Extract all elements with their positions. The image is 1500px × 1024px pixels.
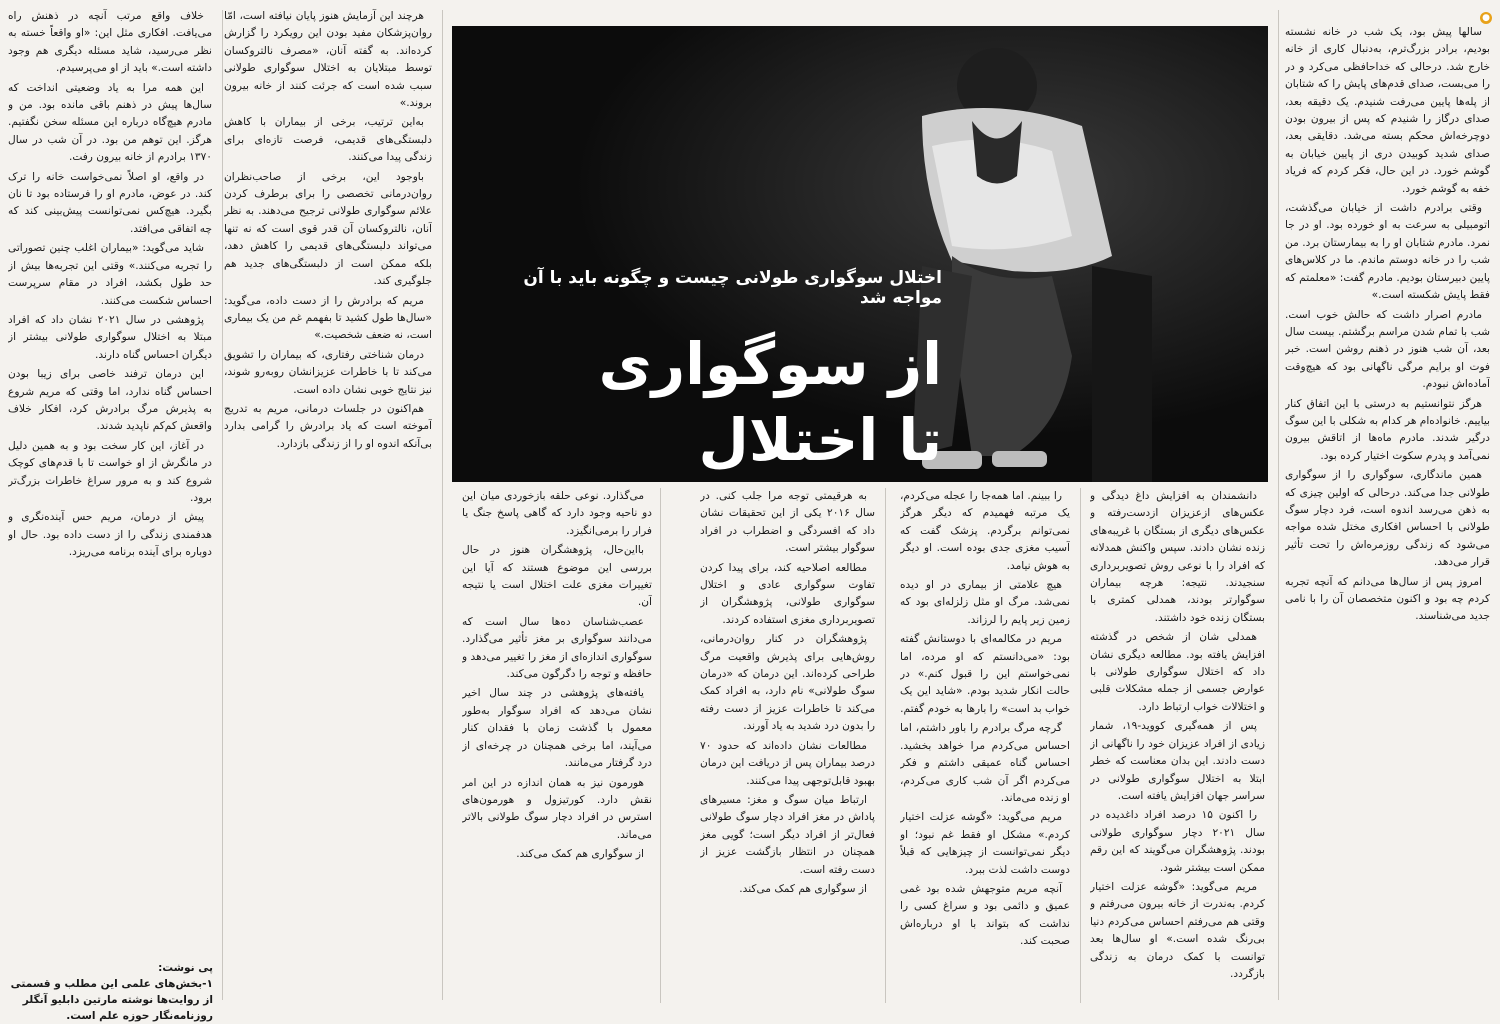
paragraph: امروز پس از سال‌ها می‌دانم که آنچه تجربه کردم چه بود و اکنون متخصصان آن را با نامی جدید می‌شناسند. <box>1285 575 1490 623</box>
paragraph: می‌گذارد. نوعی حلقه بازخوردی میان این دو ناحیه وجود دارد که گاهی پاسخ جنگ یا فرار را برمی‌انگیزد. <box>462 490 652 537</box>
paragraph: را ببینم. اما همه‌جا را عجله می‌کردم، یک مرتبه فهمیدم که دیگر هرگز نمی‌توانم برگردم. پزشک گفت که آسیب مغزی جدی بوده است. او دیگر به هوش نیامد. <box>900 490 1070 572</box>
footnote-title: پی نوشت: <box>158 962 213 974</box>
hero-image <box>452 26 1268 482</box>
paragraph: مادرم اصرار داشت که حالش خوب است. شب با تمام شدن مراسم برگشتم. بیست سال بعد، آن شب هنوز در ذهنم روشن است. خبر فوت او برایم مرگی ناگهانی بود که هیچ‌وقت آماده‌اش نبودم. <box>1285 308 1490 391</box>
paragraph: از سوگواری هم کمک می‌کند. <box>516 848 644 861</box>
paragraph: خلاف واقع مرتب آنچه در ذهنش راه می‌یافت. افکاری مثل این: «او واقعاً خسته به نظر می‌رسید، شاید مسئله دیگری هم وجود داشته است.» باید از او می‌پرسیدم. <box>8 10 212 75</box>
column-divider <box>222 10 223 1000</box>
paragraph: پژوهشگران در کنار روان‌درمانی، روش‌هایی برای پذیرش واقعیت مرگ طراحی کرده‌اند. این درمان که «درمان سوگ طولانی» نام دارد، به افراد کمک می‌کند تا خاطرات عزیز از دست رفته را بدون درد شدید به یاد آورند. <box>700 633 875 733</box>
paragraph: هرگز نتوانستیم به درستی با این اتفاق کنار بیاییم. خانواده‌ام هر کدام به شکلی با این سوگ درگیر شدند. مادرم ماه‌ها از اتاقش بیرون نمی‌آمد و پدرم سکوت اختیار کرده بود. <box>1285 397 1490 462</box>
paragraph: با‌این‌حال، پژوهشگران هنوز در حال بررسی این موضوع هستند که آیا این تغییرات مغزی علت اختلال است یا نتیجه آن. <box>462 544 652 609</box>
paragraph: آنچه مریم متوجهش شده بود غمی عمیق و دائمی بود و سراغ کسی را نداشت که بتواند با او درباره‌اش صحبت کند. <box>900 882 1070 948</box>
column-2 <box>1090 488 1265 1008</box>
column-divider <box>885 488 886 1003</box>
paragraph: مطالعات نشان داده‌اند که حدود ۷۰ درصد بیماران پس از دریافت این درمان بهبود قابل‌توجهی پیدا می‌کنند. <box>700 739 875 787</box>
paragraph: مریم می‌گوید: «گوشه عزلت اختیار کردم.» مشکل او فقط غم نبود؛ او دیگر نمی‌توانست از چیزهایی که قبلاً دوست داشت لذت ببرد. <box>900 811 1070 876</box>
column-4 <box>700 488 875 1008</box>
headline-line-2: تا اختلال <box>698 406 942 474</box>
paragraph: پس از همه‌گیری کووید-۱۹، شمار زیادی از افراد عزیزان خود را ناگهانی از دست دادند. این بدان معناست که خطر ابتلا به اختلال سوگواری طولانی در سراسر جهان افزایش یافته است. <box>1090 720 1265 802</box>
headline-kicker: اختلال سوگواری طولانی چیست و چگونه باید با آن مواجه شد <box>523 268 942 308</box>
headline <box>472 326 942 482</box>
column-5 <box>462 488 652 1008</box>
paragraph: از سوگواری هم کمک می‌کند. <box>739 882 867 895</box>
paragraph: هرچند این آزمایش هنوز پایان نیافته است، امّا روان‌پزشکان مفید بودن این رویکرد را گزارش کرده‌اند. به گفته آنان، «مصرف نالتروکسان توسط مبتلایان به اختلال سوگواری طولانی سبب شده است که جرئت کنند از خانه بیرون بروند.» <box>224 10 432 110</box>
paragraph: در واقع، او اصلاً نمی‌خواست خانه را ترک کند. در عوض، مادرم او را فرستاده بود تا نان بگیرد. هیچ‌کس نمی‌توانست پیش‌بینی کند که چه اتفاقی می‌افتد. <box>8 170 212 235</box>
headline-line-1: از سوگواری <box>598 330 942 398</box>
paragraph: پیش از درمان، مریم حس آینده‌نگری و هدفمندی زندگی را از دست داده بود. حال او دوباره برای آینده برنامه می‌ریزد. <box>8 511 212 559</box>
column-divider <box>442 10 443 1000</box>
column-3 <box>900 488 1070 1008</box>
paragraph: وقتی برادرم داشت از خیابان می‌گذشت، اتومبیلی به سرعت به او خورده بود. او در جا نمرد. مادرم شتابان او را به بیمارستان برد. من شب را در خانه دوستم ماندم. ما در کلاس‌های پایین دبیرستان بودیم. مادرم گفت: «معلمتم که فقط پایش شکسته است.» <box>1285 202 1490 302</box>
paragraph: هورمون نیز به همان اندازه در این امر نقش دارد. کورتیزول و هورمون‌های استرس در افراد دچار سوگ طولانی بالاتر می‌ماند. <box>462 776 652 841</box>
column-1 <box>1285 24 1490 1004</box>
paragraph: باوجود این، برخی از صاحب‌نظران روان‌درمانی تخصصی را برای برطرف کردن علائم سوگواری طولانی ترجیح می‌دهند. به نظر آنان، نالتروکسان آن قدر قوی است که نه تنها می‌تواند دلبستگی‌های قدیمی را کاهش دهد، بلکه ممکن است از دلبستگی‌های جدید هم جلوگیری کند. <box>224 170 432 288</box>
column-7 <box>8 8 212 956</box>
paragraph: هم‌اکنون در جلسات درمانی، مریم به تدریج آموخته است که یاد برادرش را گرامی بدارد بی‌آنکه اندوه او را از زندگی بازدارد. <box>224 402 432 450</box>
paragraph: مریم می‌گوید: «گوشه عزلت اختیار کردم. به‌ندرت از خانه بیرون می‌رفتم و وقتی هم می‌رفتم احساس می‌کردم دنیا بی‌رنگ شده است.» او سال‌ها بعد توانست با کمک درمان به زندگی بازگردد. <box>1090 880 1265 980</box>
column-divider <box>660 488 661 1003</box>
paragraph: در آغاز، این کار سخت بود و به همین دلیل در مانگرش از او خواست تا با قدم‌های کوچک شروع کند و به مرور سراغ خاطرات بزرگ‌تر برود. <box>8 439 212 504</box>
paragraph: مریم که برادرش را از دست داده، می‌گوید: «سال‌ها طول کشید تا بفهمم غم من یک بیماری است، نه ضعف شخصیت.» <box>224 294 432 342</box>
paragraph: گرچه مرگ برادرم را باور داشتم، اما احساس می‌کردم مرا خواهد بخشید. احساس گناه عمیقی داشتم و فکر می‌کردم اگر آن شب کاری می‌کردم، او زنده می‌ماند. <box>900 722 1070 804</box>
paragraph: این درمان ترفند خاصی برای زیبا بودن احساس گناه ندارد، اما وقتی که مریم شروع به پذیرش مرگ برادرش کرد، افکار خلاف واقعش کم‌کم ناپدید شدند. <box>8 368 212 433</box>
paragraph: این همه مرا به یاد وضعیتی انداخت که سال‌ها پیش در ذهنم باقی مانده بود. من و مادرم هیچ‌گاه درباره این مسئله سخن نگفتیم. هرگز. این توهم من بود. در آن شب در سال ۱۳۷۰ برادرم از خانه بیرون رفت. <box>8 81 212 164</box>
column-divider <box>1278 10 1279 1000</box>
paragraph: هیچ علامتی از بیماری در او دیده نمی‌شد. مرگ او مثل زلزله‌ای بود که زمین زیر پایم را لرزاند. <box>900 579 1070 626</box>
paragraph: به هرقیمتی توجه مرا جلب کنی. در سال ۲۰۱۶ یکی از این تحقیقات نشان داد که افسردگی و اضطراب در افراد سوگوار بیشتر است. <box>700 490 875 555</box>
paragraph: مریم در مکالمه‌ای با دوستانش گفته بود: «می‌دانستم که او مرده، اما نمی‌خواستم این را قبول کنم.» در حالت انکار شدید بودم. «شاید این یک خواب بد است» را بارها به خودم گفتم. <box>900 633 1070 715</box>
paragraph: ارتباط میان سوگ و مغز: مسیرهای پاداش در مغز افراد دچار سوگ طولانی فعال‌تر از افراد دیگر است؛ گویی مغز همچنان در انتظار بازگشت عزیز از دست رفته است. <box>700 793 875 876</box>
paragraph: دانشمندان به افزایش داغ دیدگی و عکس‌های ازعزیزان ازدست‌رفته و عکس‌های دیگری از بستگان با غریبه‌های زنده نشان دادند. سپس واکنش همدلانه که افراد را با نوعی روش تصویربرداری سنجیدند. نتیجه: هرچه بیماران سوگوارتر بودند، همدلی کمتری با بستگان زنده خود داشتند. <box>1090 490 1265 624</box>
footnote <box>8 960 213 1024</box>
section-logo-icon: ● <box>1480 12 1492 24</box>
paragraph: درمان شناختی رفتاری، که بیماران را تشویق می‌کند تا با خاطرات عزیزانشان روبه‌رو شوند، نیز نتایج خوبی نشان داده است. <box>224 348 432 396</box>
paragraph: سالها پیش بود، یک شب در خانه نشسته بودیم، برادر بزرگ‌ترم، به‌دنبال کاری از خانه خارج شد. درحالی که خداحافظی می‌کرد و در را می‌بست، صدای قدم‌های پایش را که شتابان از پله‌ها پایین می‌رفت شنیدم. یک دقیقه بعد، صدای درگاز را شنیدم که پس از بیرون بودن دوچرخه‌اش محکم بسته می‌شد. دقایقی بعد، صدای شدید کوبیدن دری از پایین خیابان به گوشم خورد. در این حال، فکر کردم که فریاد خفه به گوشم خورد. <box>1285 26 1490 195</box>
paragraph: پژوهشی در سال ۲۰۲۱ نشان داد که افراد مبتلا به اختلال سوگواری طولانی بیشتر از دیگران احساس گناه دارند. <box>8 313 212 361</box>
paragraph: مطالعه اصلاحیه کند، برای پیدا کردن تفاوت سوگواری عادی و اختلال سوگواری طولانی، پژوهشگران از تصویربرداری مغزی استفاده کردند. <box>700 561 875 626</box>
paragraph: یافته‌های پژوهشی در چند سال اخیر نشان می‌دهد که افراد سوگوار به‌طور معمول با گذشت زمان با فقدان کنار می‌آیند، اما برخی همچنان در چرخه‌ای از درد گرفتار می‌مانند. <box>462 687 652 770</box>
paragraph: همین ماندگاری، سوگواری را از سوگواری طولانی جدا می‌کند. درحالی که اولین چیزی که به ذهن می‌رسد اندوه است، فرد دچار سوگ طولانی با احساس افکاری مختل شده مواجه می‌شود که زندگی روزمره‌اش را تحت تأثیر قرار می‌دهد. <box>1285 469 1490 569</box>
column-divider <box>1080 488 1081 1003</box>
paragraph: شاید می‌گوید: «بیماران اغلب چنین تصوراتی را تجربه می‌کنند.» وقتی این تجربه‌ها بیش از حد طول بکشد، افراد در مقام سرپرست احساس شکست می‌کنند. <box>8 242 212 307</box>
column-6 <box>224 8 432 998</box>
paragraph: همدلی شان از شخص در گذشته افزایش یافته بود. مطالعه دیگری نشان داد که اختلال سوگواری طولانی با عوارض جسمی از جمله مشکلات قلبی و اختلالات خواب ارتباط دارد. <box>1090 631 1265 713</box>
paragraph: را اکنون ۱۵ درصد افراد داغدیده در سال ۲۰۲۱ دچار سوگواری طولانی بودند. پژوهشگران می‌گویند که این رقم ممکن است بیشتر شود. <box>1090 809 1265 874</box>
paragraph: عصب‌شناسان ده‌ها سال است که می‌دانند سوگواری بر مغز تأثیر می‌گذارد. سوگواری اندازه‌ای از مغز را تغییر می‌دهد و حافظه و توجه را دگرگون می‌کند. <box>462 615 652 681</box>
footnote-text: ۱-بخش‌های علمی این مطلب و قسمتی از روایت‌ها نوشته مارتین دابلیو آنگلر روزنامه‌نگار حوزه علم است. <box>10 978 213 1022</box>
paragraph: به‌این ترتیب، برخی از بیماران با کاهش دلبستگی‌های قدیمی، فرصت تازه‌ای برای زندگی پیدا می‌کنند. <box>224 116 432 164</box>
